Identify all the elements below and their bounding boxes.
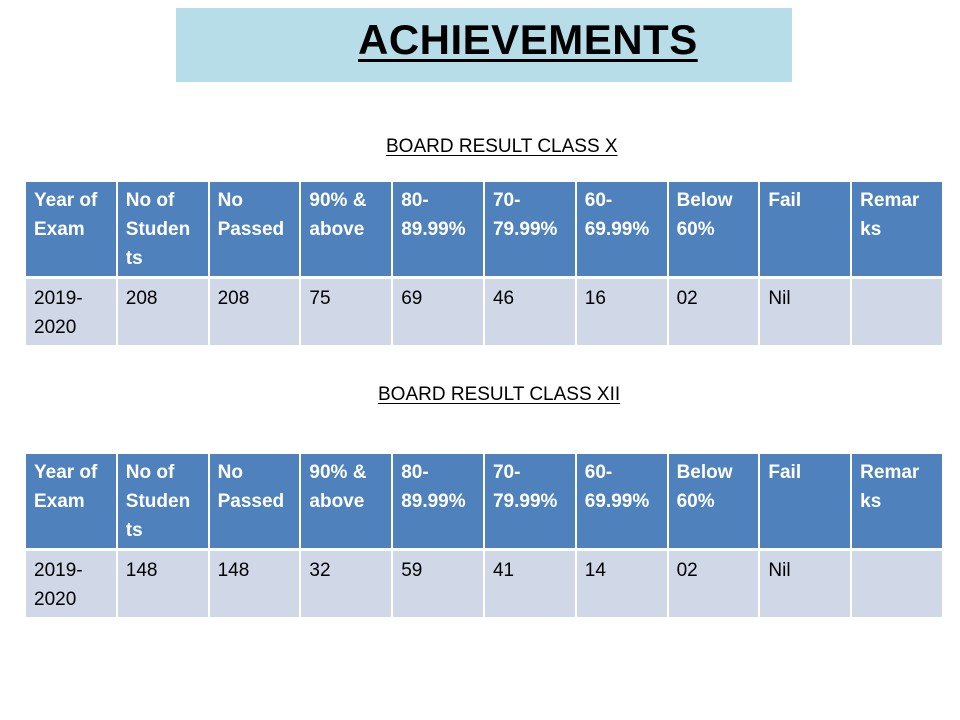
cell-students: 208 xyxy=(118,279,208,345)
header-60-69: 60- 69.99% xyxy=(577,454,667,551)
cell-fail: Nil xyxy=(760,551,850,617)
class-x-caption: BOARD RESULT CLASS X xyxy=(386,136,618,157)
cell-70-79: 41 xyxy=(485,551,575,617)
header-90-and-above: 90% & above xyxy=(301,454,391,551)
cell-above-90: 75 xyxy=(301,279,391,345)
cell-passed: 148 xyxy=(210,551,300,617)
header-60-69: 60- 69.99% xyxy=(577,182,667,279)
table-row xyxy=(26,279,942,345)
header-70-79: 70- 79.99% xyxy=(485,454,575,551)
table-header-row xyxy=(26,182,942,279)
cell-below-60: 02 xyxy=(669,551,759,617)
cell-students: 148 xyxy=(118,551,208,617)
class-xii-results-table xyxy=(24,454,944,617)
header-fail: Fail xyxy=(760,182,850,279)
cell-passed: 208 xyxy=(210,279,300,345)
header-remarks: Remar ks xyxy=(852,454,942,551)
header-90-and-above: 90% & above xyxy=(301,182,391,279)
header-80-89: 80- 89.99% xyxy=(393,182,483,279)
table-row xyxy=(26,551,942,617)
header-no-passed: No Passed xyxy=(210,182,300,279)
cell-fail: Nil xyxy=(760,279,850,345)
cell-80-89: 69 xyxy=(393,279,483,345)
cell-80-89: 59 xyxy=(393,551,483,617)
header-80-89: 80- 89.99% xyxy=(393,454,483,551)
header-no-of-students: No of Studen ts xyxy=(118,182,208,279)
header-no-of-students: No of Studen ts xyxy=(118,454,208,551)
cell-year: 2019- 2020 xyxy=(26,551,116,617)
header-year-of-exam: Year of Exam xyxy=(26,454,116,551)
cell-remarks xyxy=(852,279,942,345)
header-70-79: 70- 79.99% xyxy=(485,182,575,279)
cell-remarks xyxy=(852,551,942,617)
header-below-60: Below 60% xyxy=(669,454,759,551)
page-title: ACHIEVEMENTS xyxy=(358,16,698,63)
cell-60-69: 16 xyxy=(577,279,667,345)
class-x-results-table xyxy=(24,182,944,345)
header-fail: Fail xyxy=(760,454,850,551)
cell-above-90: 32 xyxy=(301,551,391,617)
cell-year: 2019- 2020 xyxy=(26,279,116,345)
header-no-passed: No Passed xyxy=(210,454,300,551)
class-xii-caption: BOARD RESULT CLASS XII xyxy=(378,384,621,405)
cell-60-69: 14 xyxy=(577,551,667,617)
cell-70-79: 46 xyxy=(485,279,575,345)
cell-below-60: 02 xyxy=(669,279,759,345)
header-remarks: Remar ks xyxy=(852,182,942,279)
header-year-of-exam: Year of Exam xyxy=(26,182,116,279)
table-header-row xyxy=(26,454,942,551)
header-below-60: Below 60% xyxy=(669,182,759,279)
